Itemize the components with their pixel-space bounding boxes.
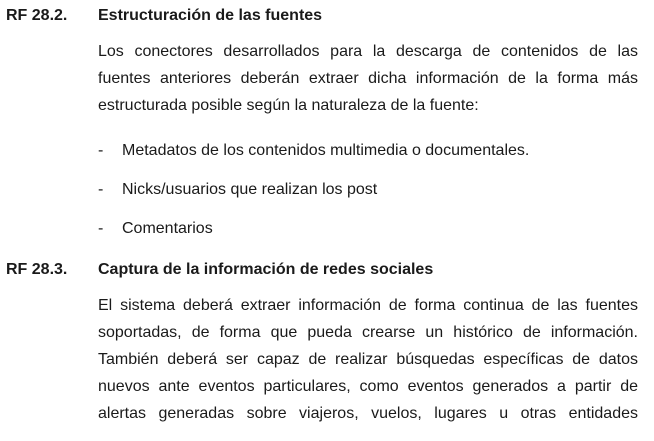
paragraph-line: nuevos ante eventos particulares, como eventos generados a partir de bbox=[98, 378, 638, 395]
list-item-text: Metadatos de los contenidos multimedia o documentales. bbox=[122, 142, 530, 159]
paragraph-line: alertas generadas sobre viajeros, vuelos, lugares u otras entidades bbox=[98, 405, 638, 422]
paragraph-line: El sistema deberá extraer información de forma continua de las fuentes bbox=[98, 297, 638, 314]
requirement-paragraph bbox=[98, 292, 638, 427]
requirement-title: Estructuración de las fuentes bbox=[98, 7, 323, 24]
bullet-marker: - bbox=[98, 142, 104, 159]
requirement-id: RF 28.3. bbox=[6, 261, 68, 278]
paragraph-line: Los conectores desarrollados para la descarga de contenidos de las bbox=[98, 43, 638, 60]
requirement-title: Captura de la información de redes sociales bbox=[98, 261, 434, 278]
paragraph-line: También deberá ser capaz de realizar búsquedas específicas de datos bbox=[98, 351, 638, 368]
list-item-text: Comentarios bbox=[122, 220, 213, 237]
paragraph-line: fuentes anteriores deberán extraer dicha información de la forma más bbox=[98, 70, 638, 87]
paragraph-line: soportadas, de forma que pueda crearse un histórico de información. bbox=[98, 324, 638, 341]
paragraph-line: estructurada posible según la naturaleza de la fuente: bbox=[98, 97, 479, 114]
requirement-paragraph bbox=[98, 38, 638, 119]
bullet-marker: - bbox=[98, 181, 104, 198]
requirement-id: RF 28.2. bbox=[6, 7, 68, 24]
list-item-text: Nicks/usuarios que realizan los post bbox=[122, 181, 378, 198]
bullet-marker: - bbox=[98, 220, 104, 237]
